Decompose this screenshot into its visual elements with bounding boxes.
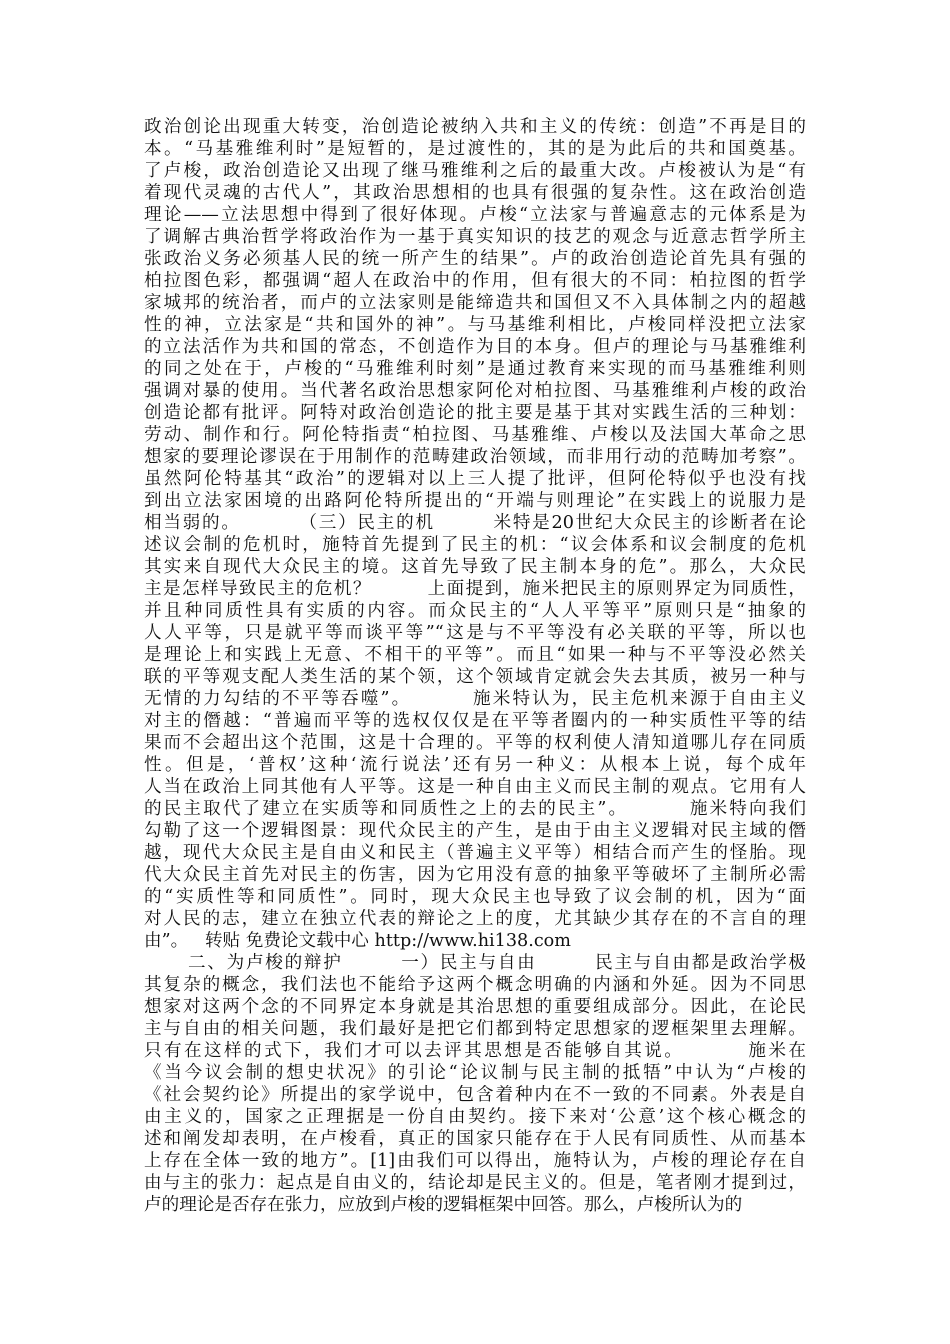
text-line: 联的平等观支配人类生活的某个领，这个领域肯定就会失去其质，被另一种与 <box>144 667 806 687</box>
text-line: 《社会契约论》所提出的家学说中，包含着种内在不一致的不同素。外表是自 <box>144 1085 806 1105</box>
text-line: 由”。 转贴 免费论文载中心 http://www.hi138.com <box>144 931 571 951</box>
text-line: 了调解古典治哲学将政治作为一基于真实知识的技艺的观念与近意志哲学所主 <box>144 227 806 247</box>
text-line: 述议会制的危机时，施特首先提到了民主的机：“议会体系和议会制度的危机 <box>144 535 806 555</box>
text-line: 上存在全体一致的地方”。[1]由我们可以得出，施特认为，卢梭的理论存在自 <box>144 1151 806 1171</box>
text-line: 强调对暴的使用。当代著名政治思想家阿伦对柏拉图、马基雅维利卢梭的政治 <box>144 381 806 401</box>
text-line: 对主的僭越：“普遍而平等的选权仅仅是在平等者圈内的一种实质性平等的结 <box>144 711 806 731</box>
text-line: 并且种同质性具有实质的内容。而众民主的“人人平等平”原则只是“抽象的 <box>144 601 806 621</box>
text-line: 家城邦的统治者，而卢的立法家则是能缔造共和国但又不入具体制之内的超越 <box>144 293 806 313</box>
text-line: 本。“马基雅维利时”是短暂的，是过渡性的，其的是为此后的共和国奠基。 <box>144 139 806 159</box>
text-line: 述和阐发却表明，在卢梭看，真正的国家只能存在于人民有同质性、从而基本 <box>144 1129 806 1149</box>
text-line: 无情的力勾结的不平等吞噬”。 施米特认为，民主危机来源于自由主义 <box>144 689 806 709</box>
text-line: 理论——立法思想中得到了很好体现。卢梭“立法家与普遍意志的元体系是为 <box>144 205 806 225</box>
text-line: 勾勒了这一个逻辑图景：现代众民主的产生，是由于由主义逻辑对民主域的僭 <box>144 821 806 841</box>
text-line: 主与自由的相关问题，我们最好是把它们都到特定思想家的逻框架里去理解。 <box>144 1019 806 1039</box>
text-line: 到出立法家困境的出路阿伦特所提出的“开端与则理论”在实践上的说服力是 <box>144 491 806 511</box>
text-line: 卢的理论是否存在张力，应放到卢梭的逻辑框架中回答。那么，卢梭所认为的 <box>144 1195 743 1215</box>
text-line: 想家的要理论谬误在于用制作的范畴建政治领域，而非用行动的范畴加考察”。 <box>144 447 806 467</box>
text-line: 的同之处在于，卢梭的“马雅维利时刻”是通过教育来实现的而马基雅维利则 <box>144 359 806 379</box>
text-line: 虽然阿伦特基其“政治”的逻辑对以上三人提了批评，但阿伦特似乎也没有找 <box>144 469 806 489</box>
text-line: 创造论都有批评。阿特对政治创造论的批主要是基于其对实践生活的三种划： <box>144 403 806 423</box>
text-line: 相当弱的。 （三）民主的机 米特是20世纪大众民主的诊断者在论 <box>144 513 806 533</box>
text-line: 对人民的志，建立在独立代表的辩论之上的度，尤其缺少其存在的不言自的理 <box>144 909 806 929</box>
text-line: 由与主的张力：起点是自由义的，结论却是民主义的。但是，笔者刚才提到过， <box>144 1173 806 1193</box>
text-line: 由主义的，国家之正理据是一份自由契约。接下来对‘公意’这个核心概念的 <box>144 1107 806 1127</box>
text-line: 代大众民主首先对民主的伤害，因为它用没有意的抽象平等破坏了主制所必需 <box>144 865 806 885</box>
text-line: 柏拉图色彩，都强调“超人在政治中的作用，但有很大的不同：柏拉图的哲学 <box>144 271 806 291</box>
text-line: 《当今议会制的想史状况》的引论“论议制与民主制的抵牾”中认为“卢梭的 <box>144 1063 806 1083</box>
text-line: 了卢梭，政治创造论又出现了继马雅维利之后的最重大改。卢梭被认为是“有 <box>144 161 806 181</box>
text-line: 张政治义务必须基人民的统一所产生的结果”。卢的政治创造论首先具有强的 <box>144 249 806 269</box>
text-line: 其复杂的概念，我们法也不能给予这两个概念明确的内涵和外延。因为不同思 <box>144 975 806 995</box>
text-line: 二、为卢梭的辩护 一）民主与自由 民主与自由都是政治学极 <box>144 953 806 973</box>
text-line: 劳动、制作和行。阿伦特指责“柏拉图、马基雅维、卢梭以及法国大革命之思 <box>144 425 806 445</box>
text-line: 性。但是，‘普权’这种‘流行说法’还有另一种义：从根本上说，每个成年 <box>144 755 806 775</box>
text-line: 的民主取代了建立在实质等和同质性之上的去的民主”。 施米特向我们 <box>144 799 806 819</box>
text-line: 是理论上和实践上无意、不相干的平等”。而且“如果一种与不平等没必然关 <box>144 645 806 665</box>
text-line: 人人平等，只是就平等而谈平等”“这是与不平等没有必关联的平等，所以也 <box>144 623 806 643</box>
text-line: 想家对这两个念的不同界定本身就是其治思想的重要组成部分。因此，在论民 <box>144 997 806 1017</box>
document-body <box>144 116 806 1216</box>
text-line: 的“实质性等和同质性”。同时，现大众民主也导致了议会制的机，因为“面 <box>144 887 806 907</box>
text-line: 政治创论出现重大转变，治创造论被纳入共和主义的传统：创造”不再是目的 <box>144 117 806 137</box>
text-line: 的立法活作为共和国的常态，不创造作为目的本身。但卢的理论与马基雅维利 <box>144 337 806 357</box>
text-line: 着现代灵魂的古代人”，其政治思想相的也具有很强的复杂性。这在政治创造 <box>144 183 806 203</box>
text-line: 其实来自现代大众民主的境。这首先导致了民主制本身的危”。那么，大众民 <box>144 557 806 577</box>
text-line: 越，现代大众民主是自由义和民主（普遍主义平等）相结合而产生的怪胎。现 <box>144 843 806 863</box>
text-line: 果而不会超出这个范围，这是十合理的。平等的权利使人清知道哪儿存在同质 <box>144 733 806 753</box>
text-line: 人当在政治上同其他有人平等。这是一种自由主义而民主制的观点。它用有人 <box>144 777 806 797</box>
text-line: 只有在这样的式下，我们才可以去评其思想是否能够自其说。 施米在 <box>144 1041 806 1061</box>
text-line: 主是怎样导致民主的危机？ 上面提到，施米把民主的原则界定为同质性， <box>144 579 806 599</box>
text-line: 性的神，立法家是“共和国外的神”。与马基维利相比，卢梭同样没把立法家 <box>144 315 806 335</box>
